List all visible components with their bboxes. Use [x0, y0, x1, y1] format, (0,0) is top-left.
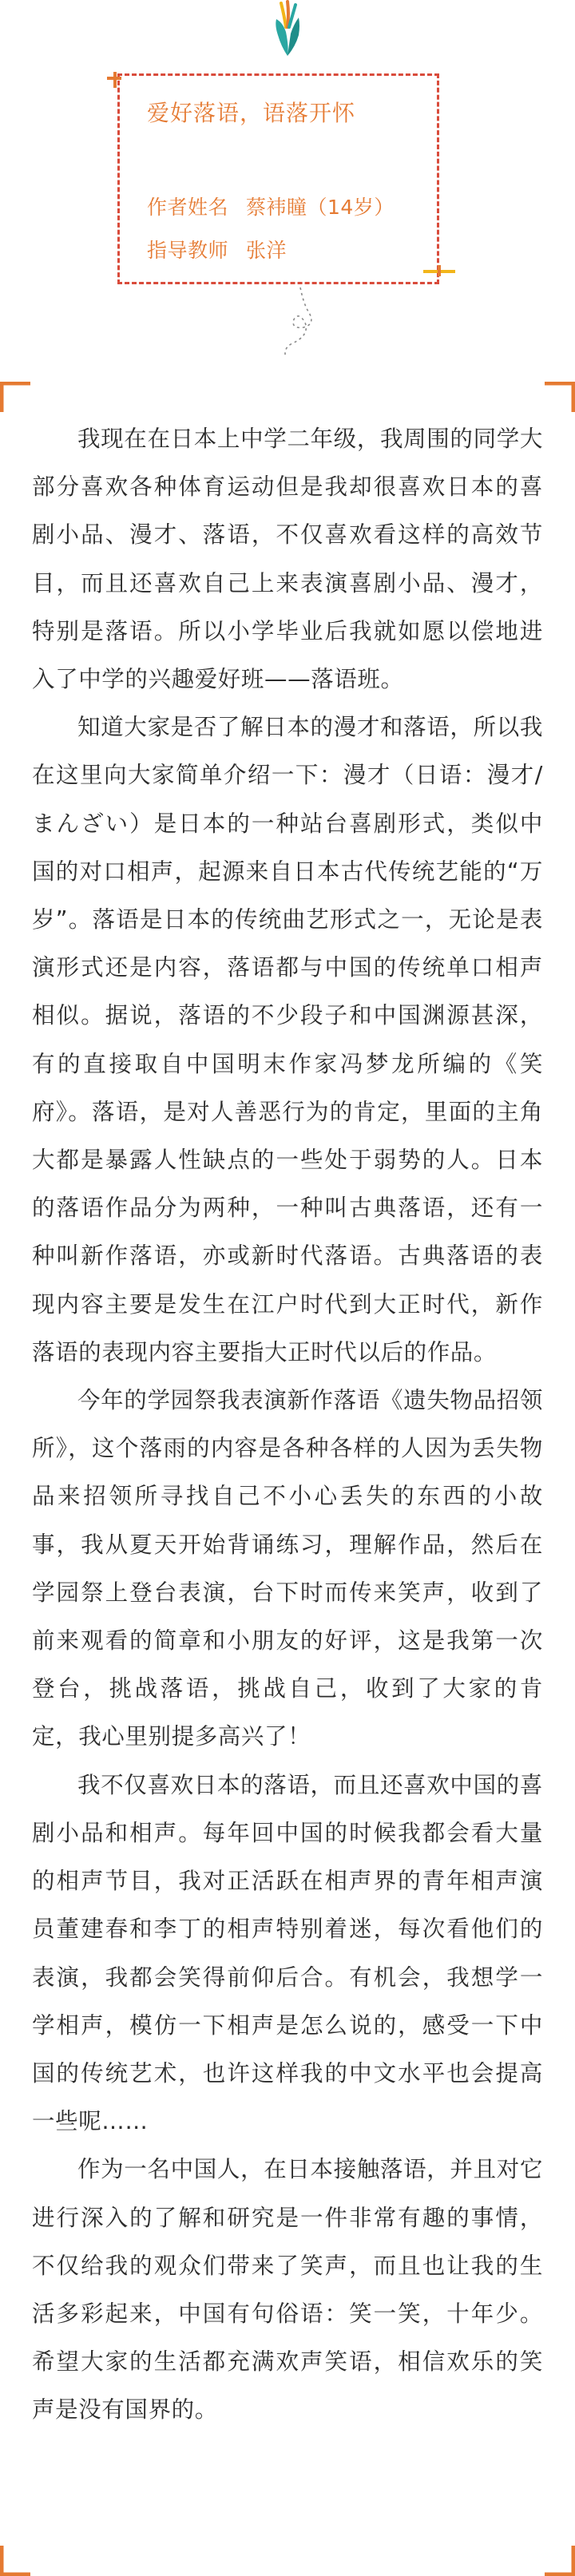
article-paragraph: 我不仅喜欢日本的落语，而且还喜欢中国的喜剧小品和相声。每年回中国的时候我都会看大量的相声节目，我对正活跃在相声界的青年相声演员董建春和李丁的相声特别着迷，每次看他们的表演，我都会笑得前仰后合。有机会，我想学一学相声，模仿一下相声是怎么说的，感受一下中国的传统艺术，也许这样我的中文水平也会提高一些呢…… — [32, 1771, 543, 2135]
author-label: 作者姓名 — [147, 196, 229, 219]
article-body — [32, 415, 543, 2435]
author-name: 蔡袆瞳（14岁） — [246, 196, 395, 219]
corner-mark-icon — [107, 70, 126, 89]
article-paragraph: 作为一名中国人，在日本接触落语，并且对它进行深入的了解和研究是一件非常有趣的事情，不仅给我的观众们带来了笑声，而且也让我的生活多彩起来，中国有句俗语：笑一笑，十年少。希望大家的生活都充满欢声笑语，相信欢乐的笑声是没有国界的。 — [32, 2156, 543, 2423]
article-paragraph: 我现在在日本上中学二年级，我周围的同学大部分喜欢各种体育运动但是我却很喜欢日本的喜剧小品、漫才、落语，不仅喜欢看这样的高效节目，而且还喜欢自己上来表演喜剧小品、漫才，特别是落语。所以小学毕业后我就如愿以偿地进入了中学的兴趣爱好班——落语班。 — [32, 426, 543, 693]
frame-corner-icon — [0, 2544, 32, 2576]
frame-corner-icon — [543, 2544, 575, 2576]
teacher-line — [147, 235, 287, 264]
swirl-decoration-icon — [276, 287, 324, 359]
article-paragraph: 今年的学园祭我表演新作落语《遗失物品招领所》，这个落雨的内容是各种各样的人因为丢失物品来招领所寻找自己不小心丢失的东西的小故事，我从夏天开始背诵练习，理解作品，然后在学园祭上登台表演，台下时而传来笑声，收到了前来观看的简章和小朋友的好评，这是我第一次登台，挑战落语，挑战自己，收到了大家的肯定，我心里别提多高兴了！ — [32, 1387, 543, 1750]
corner-mark-icon — [423, 265, 455, 281]
teacher-name: 张洋 — [246, 239, 288, 262]
leaf-decoration-icon — [264, 0, 311, 57]
frame-corner-icon — [0, 382, 32, 414]
article-paragraph: 知道大家是否了解日本的漫才和落语，所以我在这里向大家简单介绍一下：漫才（日语：漫才/まんざい）是日本的一种站台喜剧形式，类似中国的对口相声，起源来自日本古代传统艺能的“万岁”。落语是日本的传统曲艺形式之一，无论是表演形式还是内容，落语都与中国的传统单口相声相似。据说，落语的不少段子和中国渊源甚深，有的直接取自中国明末作家冯梦龙所编的《笑府》。落语，是对人善恶行为的肯定，里面的主角大都是暴露人性缺点的一些处于弱势的人。日本的落语作品分为两种，一种叫古典落语，还有一种叫新作落语，亦或新时代落语。古典落语的表现内容主要是发生在江户时代到大正时代，新作落语的表现内容主要指大正时代以后的作品。 — [32, 714, 543, 1365]
page-title: 爱好落语，语落开怀 — [147, 100, 356, 126]
teacher-label: 指导教师 — [147, 239, 229, 262]
frame-corner-icon — [543, 382, 575, 414]
author-line — [147, 192, 395, 220]
